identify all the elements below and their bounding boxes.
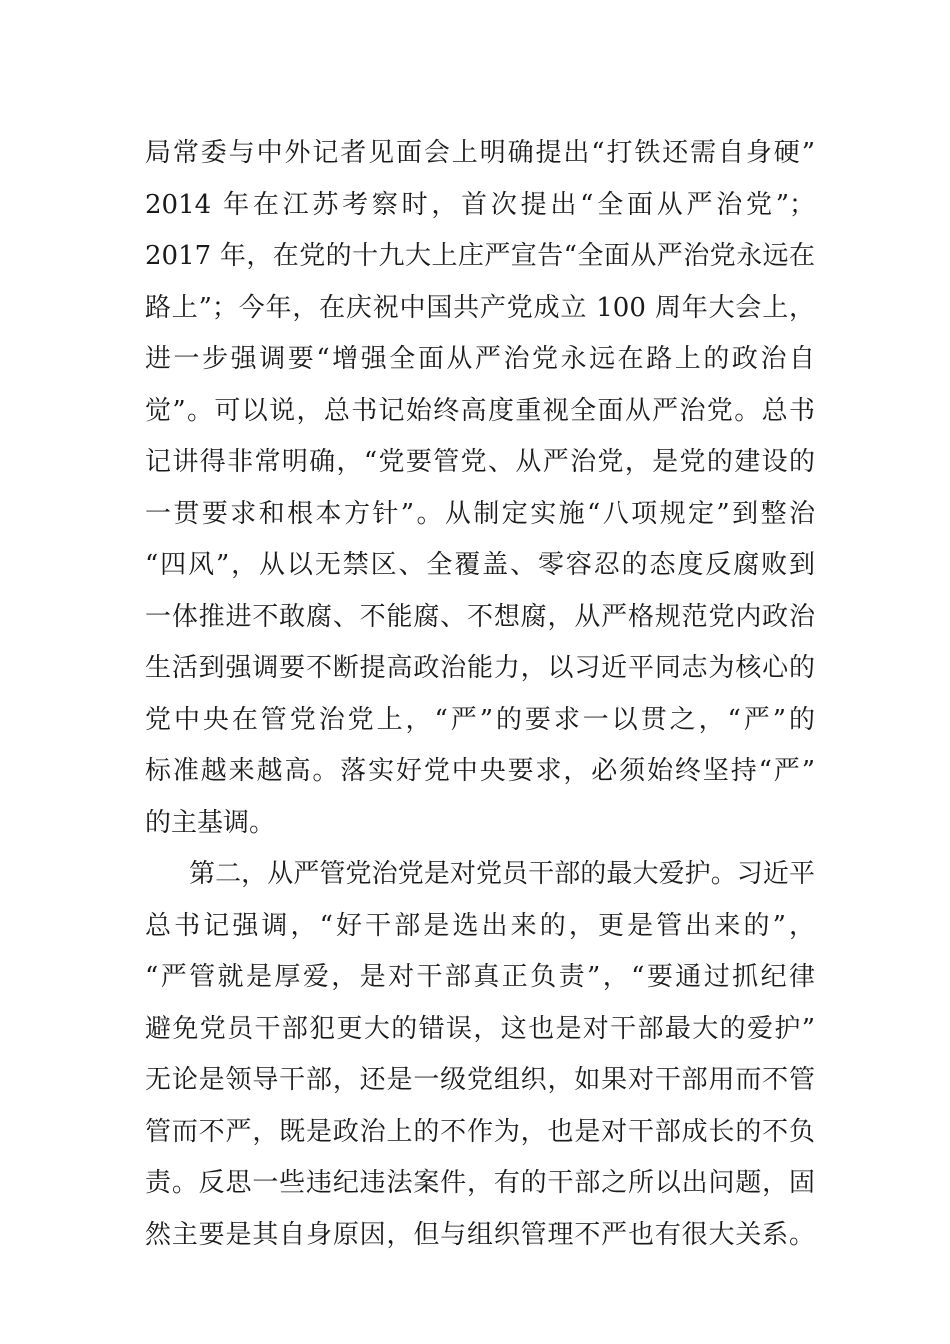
text-line: 生活到强调要不断提高政治能力，以习近平同志为核心的 — [145, 653, 815, 683]
text-line: 2014 年在江苏考察时，首次提出“全面从严治党”； — [145, 189, 815, 220]
text-line: 一贯要求和根本方针”。从制定实施“八项规定”到整治 — [145, 498, 815, 529]
text-line: 2017 年，在党的十九大上庄严宣告“全面从严治党永远在 — [145, 241, 815, 271]
paragraph-2 — [145, 849, 815, 1261]
text-line: 避免党员干部犯更大的错误，这也是对干部最大的爱护” — [145, 1013, 815, 1044]
text-line: 进一步强调要“增强全面从严治党永远在路上的政治自 — [145, 344, 815, 374]
text-line: 然主要是其自身原因，但与组织管理不严也有很大关系。 — [145, 1219, 815, 1250]
text-line: 第二，从严管党治党是对党员干部的最大爱护。习近平 — [189, 859, 815, 889]
text-line: 记讲得非常明确，“党要管党、从严治党，是党的建设的 — [145, 447, 815, 477]
text-line: 的主基调。 — [145, 807, 276, 838]
text-line: 无论是领导干部，还是一级党组织，如果对干部用而不管 — [145, 1065, 815, 1095]
text-line: 党中央在管党治党上，“严”的要求一以贯之，“严”的 — [145, 704, 815, 735]
document-body — [145, 128, 815, 1261]
text-line: 标准越来越高。落实好党中央要求，必须始终坚持“严” — [145, 756, 815, 786]
paragraph-1 — [145, 128, 815, 849]
text-line: 路上”；今年，在庆祝中国共产党成立 100 周年大会上， — [145, 292, 815, 323]
text-line: 觉”。可以说，总书记始终高度重视全面从严治党。总书 — [145, 395, 815, 426]
text-line: “严管就是厚爱，是对干部真正负责”，“要通过抓纪律 — [145, 962, 815, 992]
text-line: 管而不严，既是政治上的不作为，也是对干部成长的不负 — [145, 1116, 815, 1147]
text-line: 总书记强调，“好干部是选出来的，更是管出来的”， — [145, 910, 815, 941]
text-line: 责。反思一些违纪违法案件，有的干部之所以出问题，固 — [145, 1168, 815, 1198]
text-line: “四风”，从以无禁区、全覆盖、零容忍的态度反腐败到 — [145, 550, 815, 580]
text-line: 一体推进不敢腐、不能腐、不想腐，从严格规范党内政治 — [145, 601, 815, 632]
text-line: 局常委与中外记者见面会上明确提出“打铁还需自身硬” — [145, 138, 815, 168]
